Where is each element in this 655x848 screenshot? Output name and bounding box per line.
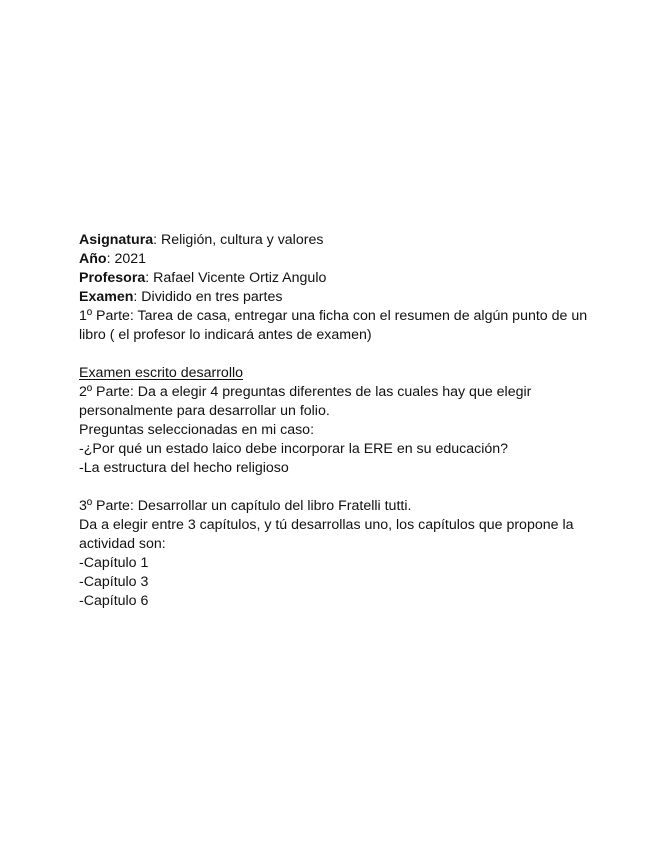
part3-paragraph: 3º Parte: Desarrollar un capítulo del libro Fratelli tutti. [79, 498, 412, 514]
paragraph-gap [79, 345, 609, 364]
year-label: Año [79, 251, 107, 267]
teacher-label: Profesora [79, 270, 146, 286]
year-value: : 2021 [106, 251, 147, 267]
part2-paragraph: 2º Parte: Da a elegir 4 preguntas diferentes de las cuales hay que elegir personalmente para desarrollar un folio. [79, 384, 532, 419]
subject-label: Asignatura [79, 232, 154, 248]
written-exam-heading: Examen escrito desarrollo [79, 365, 244, 381]
exam-label: Examen [79, 289, 134, 305]
chapter-item: -Capítulo 3 [79, 574, 149, 590]
question-item: -¿Por qué un estado laico debe incorporar la ERE en su educación? [79, 441, 509, 457]
exam-line [79, 288, 609, 307]
paragraph-gap [79, 478, 609, 497]
part3-choice-paragraph: Da a elegir entre 3 capítulos, y tú desarrollas uno, los capítulos que propone la actividad son: [79, 517, 574, 552]
chapter-item: -Capítulo 1 [79, 555, 149, 571]
part2-heading [79, 364, 609, 383]
subject-value: : Religión, cultura y valores [153, 232, 324, 248]
subject-line [79, 231, 609, 250]
exam-value: : Dividido en tres partes [133, 289, 283, 305]
teacher-line [79, 269, 609, 288]
chapter-item: -Capítulo 6 [79, 593, 149, 609]
year-line [79, 250, 609, 269]
selected-questions-label: Preguntas seleccionadas en mi caso: [79, 422, 315, 438]
document-body [79, 231, 609, 611]
teacher-value: : Rafael Vicente Ortiz Angulo [145, 270, 327, 286]
part1-paragraph: 1º Parte: Tarea de casa, entregar una ficha con el resumen de algún punto de un libro ( el profesor lo indicará antes de examen) [79, 308, 588, 343]
question-item: -La estructura del hecho religioso [79, 460, 289, 476]
